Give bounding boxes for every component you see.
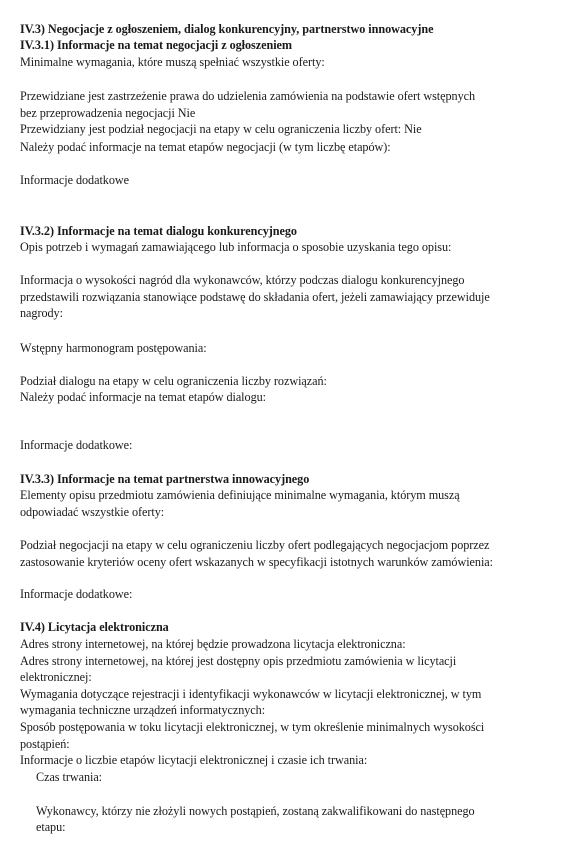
min-requirements-text: Minimalne wymagania, które muszą spełniać wszystkie oferty: [20,55,325,69]
registration-text-line-1: Wymagania dotyczące rejestracji i identyfikacji wykonawców w licytacji elektronicznej, w tym [20,687,482,701]
section-iv32-heading: IV.3.2) Informacje na temat dialogu konkurencyjnego [20,224,297,238]
duration-label: Czas trwania: [36,770,103,784]
reservation-text-line-1: Przewidziane jest zastrzeżenie prawa do udzielenia zamówienia na podstawie ofert wstępnych [20,89,476,103]
dialog-stages-info-text: Należy podać informacje na temat etapów dialogu: [20,390,266,404]
qualification-text-line-1: Wykonawcy, którzy nie złożyli nowych postąpień, zostaną zakwalifikowani do następnego [36,804,475,818]
reservation-text-line-2: bez przeprowadzenia negocjacji Nie [20,106,196,120]
schedule-text: Wstępny harmonogram postępowania: [20,341,207,355]
section-iv31-heading: IV.3.1) Informacje na temat negocjacji z ogłoszeniem [20,38,292,52]
negotiation-split-text-line-2: zastosowanie kryteriów oceny ofert wskazanych w specyfikacji istotnych warunków zamówienia: [20,555,493,569]
additional-info-label: Informacje dodatkowe: [20,438,133,452]
additional-info-label: Informacje dodatkowe [20,173,129,187]
procedure-text-line-1: Sposób postępowania w toku licytacji elektronicznej, w tym określenie minimalnych wysokości [20,720,485,734]
section-iv3-heading: IV.3) Negocjacje z ogłoszeniem, dialog konkurencyjny, partnerstwo innowacyjne [20,22,434,36]
auction-address-text: Adres strony internetowej, na której będzie prowadzona licytacja elektroniczna: [20,637,406,651]
negotiation-stages-info-text: Należy podać informacje na temat etapów negocjacji (w tym liczbę etapów): [20,140,391,154]
prizes-text-line-1: Informacja o wysokości nagród dla wykonawców, którzy podczas dialogu konkurencyjnego [20,273,465,287]
negotiation-stages-text: Przewidziany jest podział negocjacji na etapy w celu ograniczenia liczby ofert: Nie [20,122,422,136]
additional-info-label: Informacje dodatkowe: [20,587,133,601]
auction-stages-text: Informacje o liczbie etapów licytacji elektronicznej i czasie ich trwania: [20,753,368,767]
elements-text-line-1: Elementy opisu przedmiotu zamówienia definiujące minimalne wymagania, którym muszą [20,488,460,502]
qualification-text-line-2: etapu: [36,820,66,834]
elements-text-line-2: odpowiadać wszystkie oferty: [20,505,165,519]
negotiation-split-text-line-1: Podział negocjacji na etapy w celu ograniczeniu liczby ofert podlegających negocjacjom poprzez [20,538,490,552]
procedure-text-line-2: postąpień: [20,737,70,751]
section-iv33-heading: IV.3.3) Informacje na temat partnerstwa innowacyjnego [20,472,310,486]
prizes-text-line-2: przedstawili rozwiązania stanowiące podstawę do składania ofert, jeżeli zamawiający przewiduje [20,290,490,304]
auction-description-text-line-2: elektronicznej: [20,670,92,684]
prizes-text-line-3: nagrody: [20,306,63,320]
registration-text-line-2: wymagania techniczne urządzeń informatycznych: [20,703,266,717]
needs-description-text: Opis potrzeb i wymagań zamawiającego lub informacja o sposobie uzyskania tego opisu: [20,240,452,254]
auction-description-text-line-1: Adres strony internetowej, na której jest dostępny opis przedmiotu zamówienia w licytacji [20,654,457,668]
section-iv4-heading: IV.4) Licytacja elektroniczna [20,620,169,634]
dialog-split-text: Podział dialogu na etapy w celu ograniczenia liczby rozwiązań: [20,374,327,388]
